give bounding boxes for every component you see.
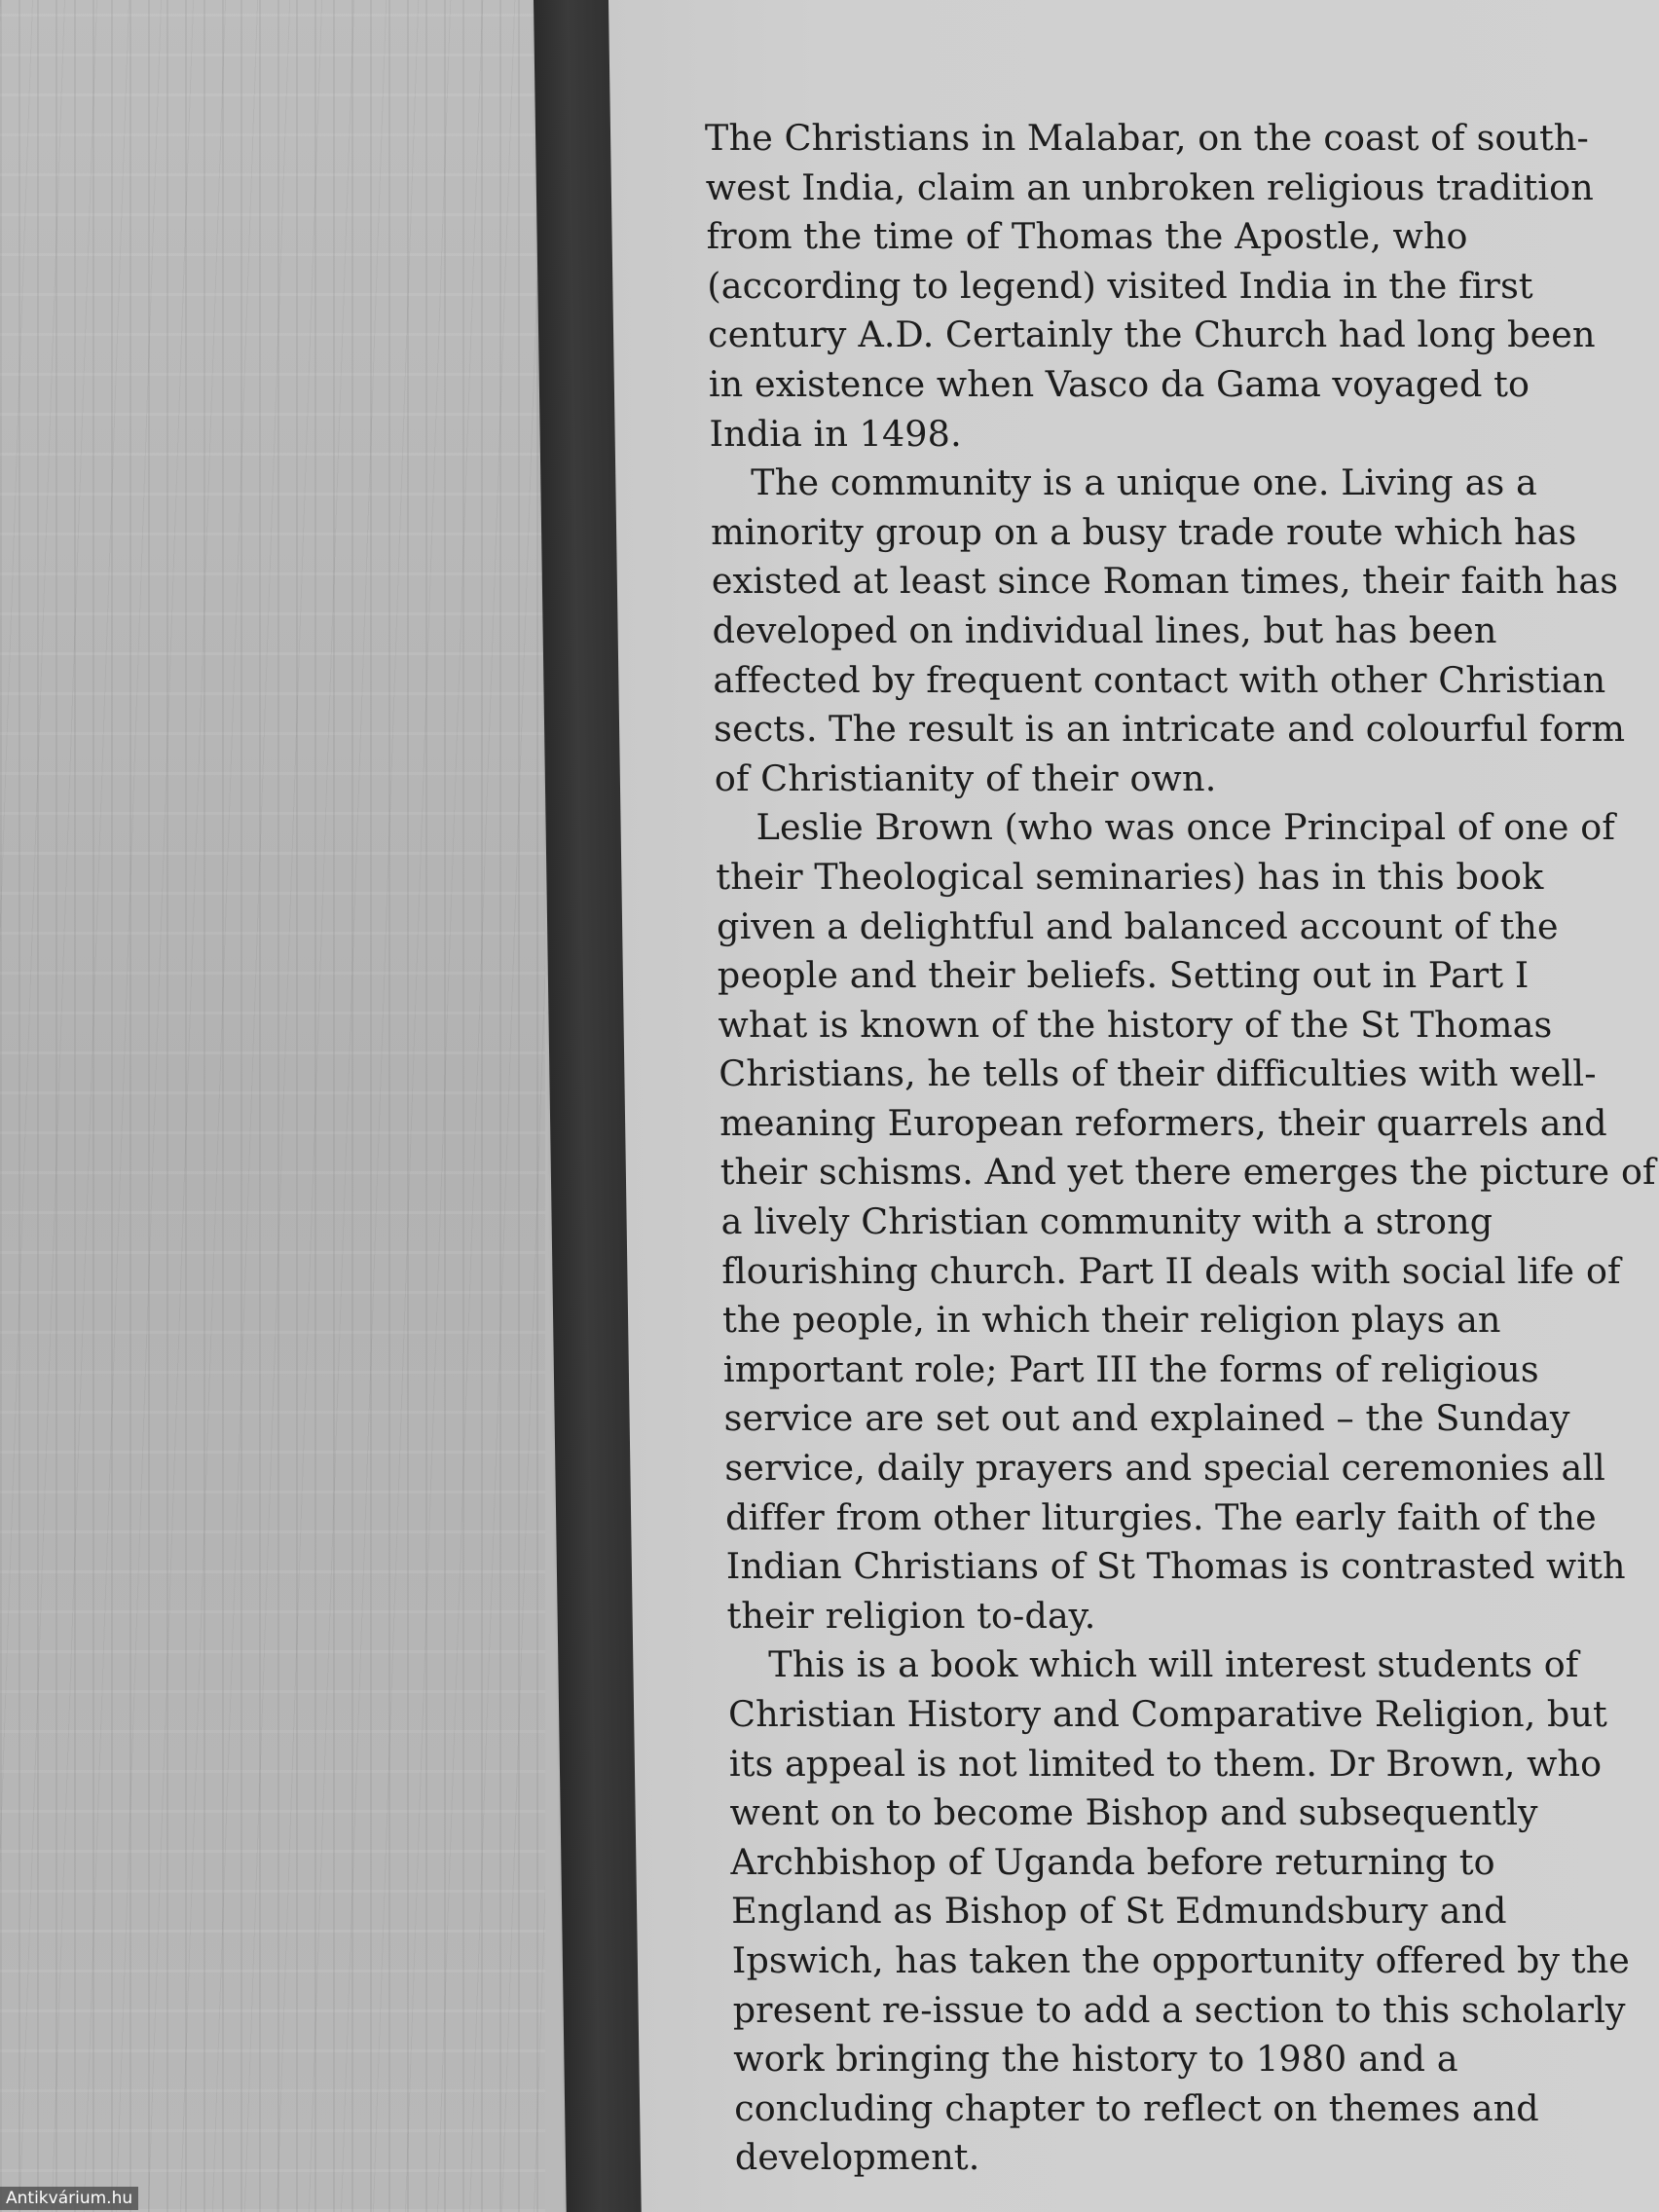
text-line: minority group on a busy trade route which has [710, 510, 1577, 553]
text-line: of Christianity of their own. [714, 756, 1217, 799]
text-line: work bringing the history to 1980 and a [733, 2038, 1458, 2081]
text-line: India in 1498. [709, 412, 962, 455]
text-line: their schisms. And yet there emerges the picture of [719, 1151, 1656, 1194]
text-line: developed on individual lines, but has been [712, 608, 1497, 651]
text-line: development. [734, 2136, 980, 2179]
text-line: Christians, he tells of their difficulties with well- [719, 1052, 1597, 1095]
text-line: important role; Part III the forms of religious [722, 1347, 1540, 1390]
book-page [608, 0, 1659, 2212]
text-line: a lively Christian community with a strong [720, 1200, 1493, 1243]
text-line: differ from other liturgies. The early faith of the [724, 1495, 1598, 1538]
text-line: England as Bishop of St Edmundsbury and [730, 1890, 1507, 1933]
text-line: service are set out and explained – the Sunday [723, 1397, 1570, 1440]
text-line: Archbishop of Uganda before returning to [730, 1840, 1495, 1883]
watermark: Antikvárium.hu [0, 2187, 138, 2210]
text-line: present re-issue to add a section to this scholarly [732, 1988, 1626, 2031]
text-line: meaning European reformers, their quarrels and [719, 1101, 1607, 1144]
text-line: given a delightful and balanced account of the [716, 904, 1559, 947]
text-line: the people, in which their religion plays an [721, 1299, 1501, 1342]
text-line: affected by frequent contact with other Christian [713, 658, 1606, 701]
paragraph [710, 459, 1626, 803]
text-line: people and their beliefs. Setting out in Part I [717, 954, 1530, 997]
text-line: went on to become Bishop and subsequently [729, 1791, 1538, 1834]
text-line: concluding chapter to reflect on themes and [733, 2086, 1540, 2129]
text-line: The Christians in Malabar, on the coast of south- [704, 117, 1590, 159]
text-line: service, daily prayers and special ceremonies all [724, 1447, 1606, 1490]
text-line: Ipswich, has taken the opportunity offered by the [731, 1938, 1631, 1981]
text-line: (according to legend) visited India in the first [707, 264, 1533, 307]
blurb-text [704, 114, 1656, 2183]
text-line: their Theological seminaries) has in this book [716, 855, 1544, 898]
text-line: its appeal is not limited to them. Dr Brown, who [728, 1742, 1603, 1785]
paragraph [715, 803, 1656, 1641]
text-line: sects. The result is an intricate and colourful form [713, 708, 1626, 751]
paragraph [705, 114, 1615, 459]
wooden-surface [0, 0, 545, 2212]
text-line: their religion to-day. [726, 1594, 1096, 1637]
text-line: west India, claim an unbroken religious tradition [705, 166, 1595, 208]
text-line: flourishing church. Part II deals with social life of [721, 1249, 1621, 1292]
text-line: existed at least since Roman times, their faith has [711, 560, 1619, 603]
text-line: Indian Christians of St Thomas is contrasted with [725, 1545, 1626, 1588]
paragraph [727, 1641, 1641, 2183]
text-line: Christian History and Comparative Religion, but [727, 1693, 1608, 1735]
text-line: what is known of the history of the St Thomas [718, 1003, 1553, 1046]
text-line: from the time of Thomas the Apostle, who [706, 215, 1468, 258]
text-line: The community is a unique one. Living as a [751, 461, 1538, 504]
text-line: century A.D. Certainly the Church had long been [707, 313, 1596, 356]
text-line: Leslie Brown (who was once Principal of one of [756, 806, 1616, 849]
text-line: This is a book which will interest students of [768, 1643, 1579, 1686]
text-line: in existence when Vasco da Gama voyaged to [708, 362, 1530, 405]
